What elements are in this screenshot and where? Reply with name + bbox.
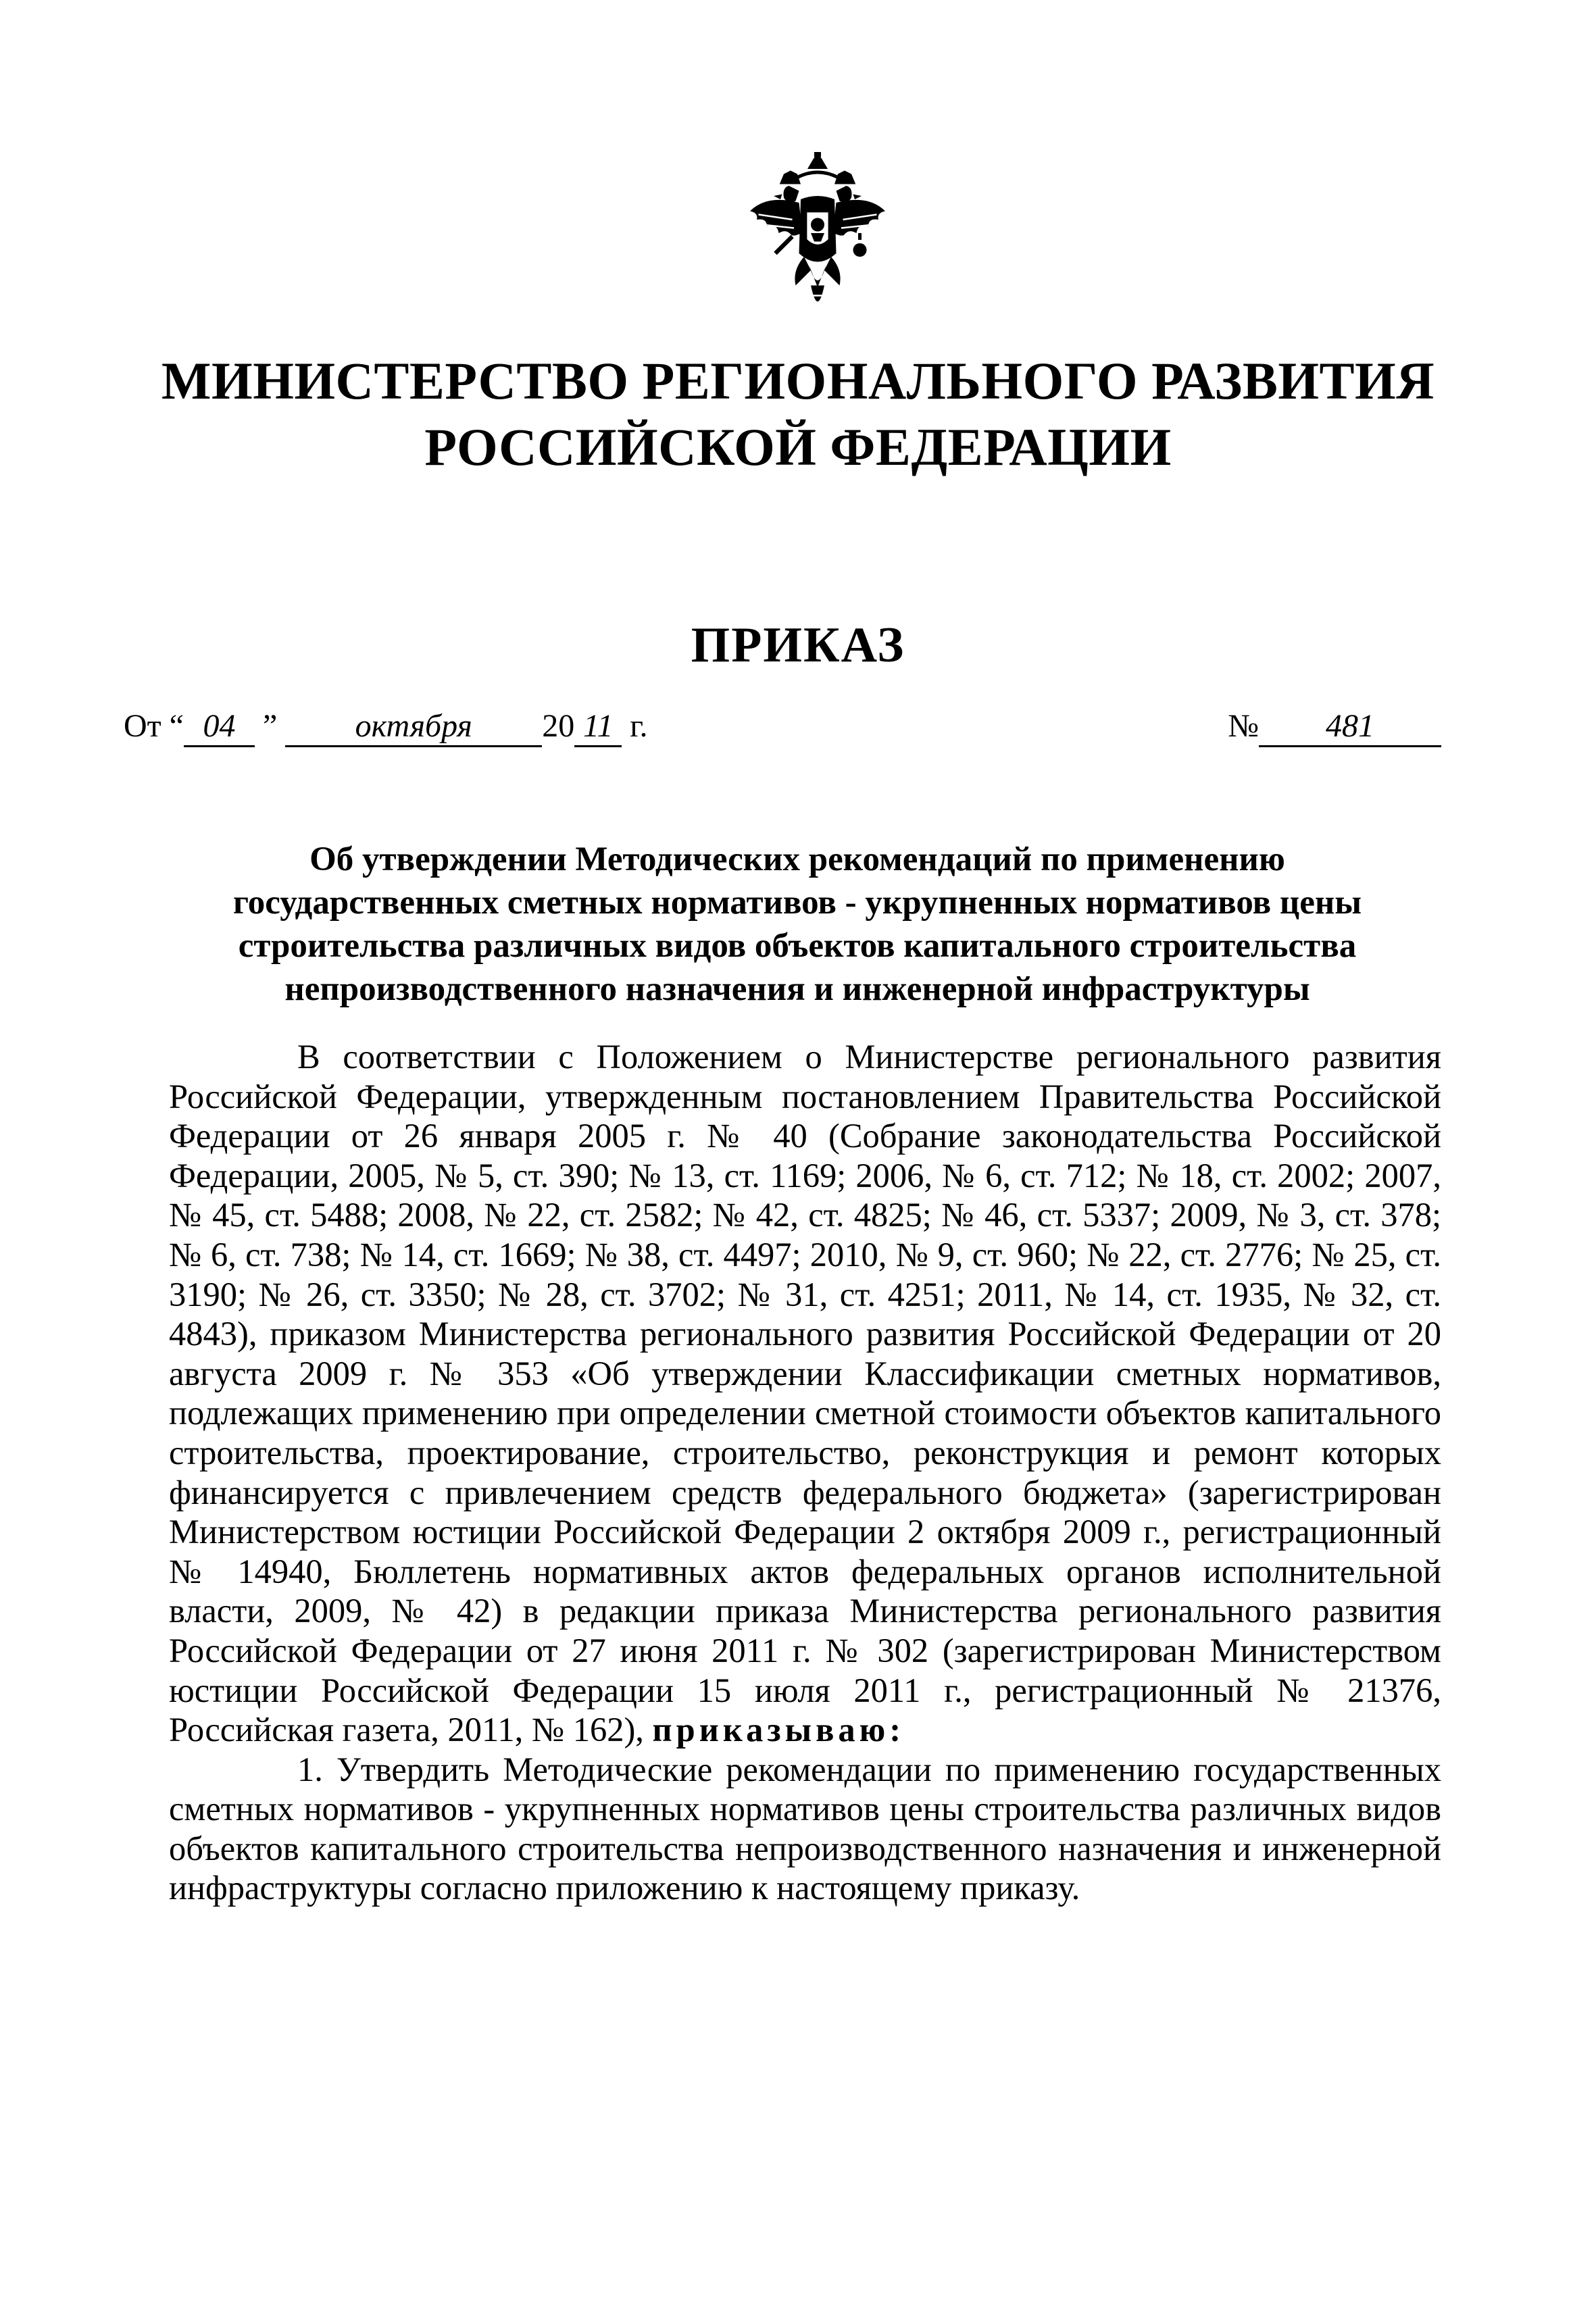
subject-line1: Об утверждении Методических рекомендаций по применению: [309, 840, 1285, 878]
date-number-row: [124, 703, 1441, 750]
order-date: [124, 703, 648, 750]
ministry-name-line1: МИНИСТЕРСТВО РЕГИОНАЛЬНОГО РАЗВИТИЯ: [161, 351, 1435, 410]
date-year-mark: г.: [622, 708, 648, 744]
preamble-text: В соответствии с Положением о Министерстве регионального развития Российской Федерации, утвержденным постановлением Правительства Российской Федерации от 26 января 2005 г. № 40 (Собрание законодательства Российской Федерации, 2005, № 5, ст. 390; № 13, ст. 1169; 2006, № 6, ст. 712; № 18, ст. 2002; 2007, № 45, ст. 5488; 2008, № 22, ст. 2582; № 42, ст. 4825; № 46, ст. 5337; 2009, № 3, ст. 378; № 6, ст. 738; № 14, ст. 1669; № 38, ст. 4497; 2010, № 9, ст. 960; № 22, ст. 2776; № 25, ст. 3190; № 26, ст. 3350; № 28, ст. 3702; № 31, ст. 4251; 2011, № 14, ст. 1935, № 32, ст. 4843), приказом Министерства регионального развития Российской Федерации от 20 августа 2009 г. № 353 «Об утверждении Классификации сметных нормативов, подлежащих применению при определении сметной стоимости объектов капитального строительства, проектирование, строительство, реконструкция и ремонт которых финансируется с привлечением средств федерального бюджета» (зарегистрирован Министерством юстиции Российской Федерации 2 октября 2009 г., регистрационный № 14940, Бюллетень нормативных актов федеральных органов исполнительной власти, 2009, № 42) в редакции приказа Министерства регионального развития Российской Федерации от 27 июня 2011 г. № 302 (зарегистрирован Министерством юстиции Российской Федерации 15 июля 2011 г., регистрационный № 21376, Российская газета, 2011, № 162),: [169, 1038, 1441, 1749]
ministry-name-line2: РОССИЙСКОЙ ФЕДЕРАЦИИ: [424, 418, 1172, 476]
date-year-suffix: 11: [574, 707, 622, 747]
subject-line3: строительства различных видов объектов капитального строительства: [238, 927, 1357, 965]
subject-line2: государственных сметных нормативов - укрупненных нормативов цены: [232, 884, 1362, 922]
order-title: ПРИКАЗ: [691, 618, 905, 673]
ministry-name: [0, 348, 1596, 480]
number-value: 481: [1259, 707, 1441, 747]
decree-word: приказываю:: [652, 1711, 905, 1749]
date-month: октября: [285, 707, 542, 747]
date-prefix: От “: [124, 708, 184, 744]
item-1-paragraph: 1. Утвердить Методические рекомендации по применению государственных сметных нормативов - укрупненных нормативов цены строительства различных видов объектов капитального строительства непроизводственного назначения и инженерной инфраструктуры согласно приложению к настоящему приказу.: [169, 1750, 1441, 1907]
subject-line4: непроизводственного назначения и инженерной инфраструктуры: [284, 970, 1310, 1008]
number-label: №: [1228, 708, 1259, 744]
order-number: [1228, 703, 1441, 750]
order-subject: [155, 838, 1439, 1011]
russian-coat-of-arms-icon: [733, 152, 902, 321]
preamble-paragraph: [169, 1037, 1441, 1750]
date-day: 04: [184, 707, 255, 747]
date-quote-close: ”: [254, 708, 278, 744]
order-body: [169, 1037, 1441, 1908]
date-year-prefix: 20: [542, 708, 575, 744]
